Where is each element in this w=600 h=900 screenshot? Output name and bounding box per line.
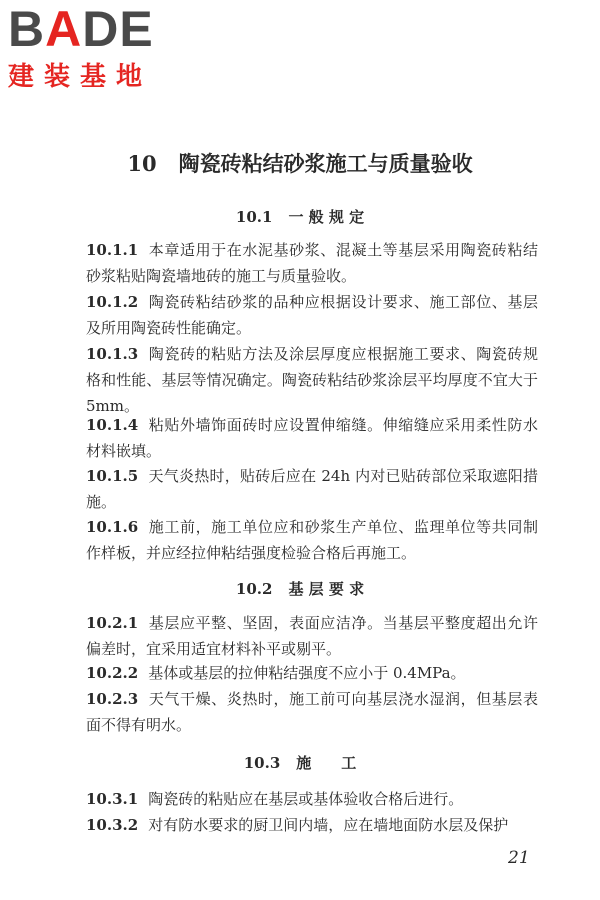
clause-10-1-4: 10.1.4 粘贴外墙饰面砖时应设置伸缩缝。伸缩缝应采用柔性防水材料嵌填。: [86, 416, 538, 460]
logo-subtitle: 建装基地: [8, 62, 153, 92]
section-heading-10-1: 10.1 一 般 规 定: [235, 208, 365, 226]
chapter-title: [0, 148, 600, 178]
section-heading-10-2: 10.2 基 层 要 求: [235, 580, 365, 598]
logo-wordmark: BADE: [8, 1, 154, 57]
chapter-number: 10: [127, 151, 157, 176]
publisher-logo: [8, 1, 178, 93]
clause-10-1-5: 10.1.5 天气炎热时，贴砖后应在 24h 内对已贴砖部位采取遮阳措施。: [86, 467, 538, 511]
clause-10-3-1: 10.3.1 陶瓷砖的粘贴应在基层或基体验收合格后进行。: [86, 790, 464, 808]
clause-10-2-3: 10.2.3 天气干燥、炎热时，施工前可向基层浇水湿润，但基层表面不得有明水。: [86, 690, 538, 734]
clause-10-1-3: 10.1.3 陶瓷砖的粘贴方法及涂层厚度应根据施工要求、陶瓷砖规格和性能、基层等情况确定。陶瓷砖粘结砂浆涂层平均厚度不宜大于 5mm。: [86, 345, 538, 415]
clause-10-1-1: 10.1.1 本章适用于在水泥基砂浆、混凝土等基层采用陶瓷砖粘结砂浆粘贴陶瓷墙地砖的施工与质量验收。: [86, 241, 538, 285]
clause-10-3-2: 10.3.2 对有防水要求的厨卫间内墙，应在墙地面防水层及保护: [86, 816, 509, 834]
chapter-heading: 陶瓷砖粘结砂浆施工与质量验收: [178, 151, 473, 176]
clause-10-1-2: 10.1.2 陶瓷砖粘结砂浆的品种应根据设计要求、施工部位、基层及所用陶瓷砖性能确定。: [86, 293, 538, 337]
page-number: 21: [508, 848, 530, 868]
section-heading-10-3: 10.3 施 工: [243, 754, 357, 772]
clause-10-1-6: 10.1.6 施工前，施工单位应和砂浆生产单位、监理单位等共同制作样板，并应经拉伸粘结强度检验合格后再施工。: [86, 518, 538, 562]
clause-10-2-2: 10.2.2 基体或基层的拉伸粘结强度不应小于 0.4MPa。: [86, 664, 466, 682]
clause-10-2-1: 10.2.1 基层应平整、坚固，表面应洁净。当基层平整度超出允许偏差时，宜采用适宜材料补平或剔平。: [86, 614, 538, 658]
